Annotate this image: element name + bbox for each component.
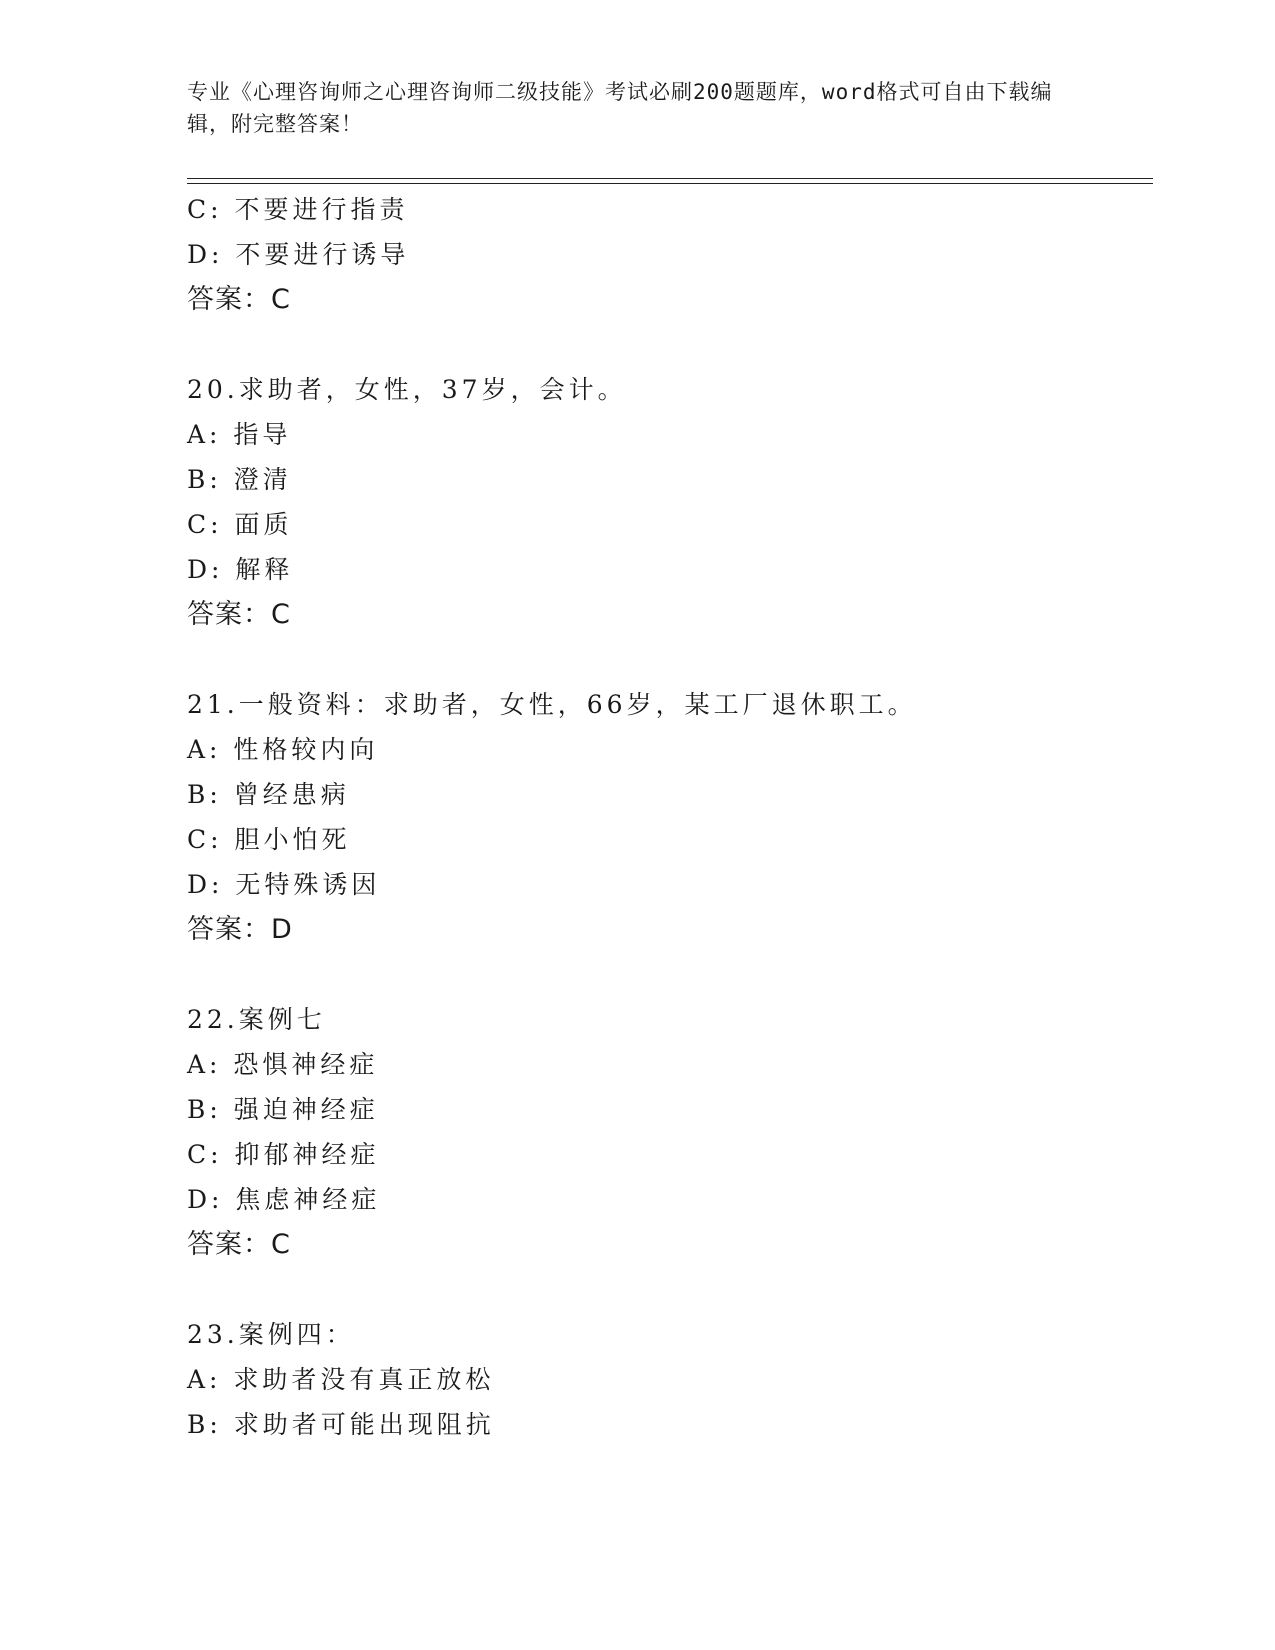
option-line: C: 胆小怕死 [187, 825, 351, 854]
option-line: D: 无特殊诱因 [187, 870, 381, 899]
option-line: A: 指导 [187, 420, 292, 449]
answer-line: 答案：C [187, 599, 291, 630]
option-line: A: 性格较内向 [187, 735, 379, 764]
option-line: B: 澄清 [187, 465, 292, 494]
option-line: D: 解释 [187, 555, 294, 584]
question-line: 20.求助者，女性，37岁，会计。 [187, 375, 627, 404]
answer-line: 答案：D [187, 914, 293, 945]
option-line: A: 求助者没有真正放松 [187, 1365, 495, 1394]
question-line: 21.一般资料：求助者，女性，66岁，某工厂退休职工。 [187, 690, 917, 719]
answer-line: 答案：C [187, 284, 291, 315]
option-line: B: 求助者可能出现阻抗 [187, 1410, 495, 1439]
option-line: B: 强迫神经症 [187, 1095, 379, 1124]
option-line: C: 面质 [187, 510, 293, 539]
option-line: D: 焦虑神经症 [187, 1185, 381, 1214]
option-line: A: 恐惧神经症 [187, 1050, 379, 1079]
question-line: 23.案例四： [187, 1320, 355, 1349]
question-line: 22.案例七 [187, 1005, 326, 1034]
option-line: C: 抑郁神经症 [187, 1140, 380, 1169]
option-line: B: 曾经患病 [187, 780, 350, 809]
option-line: C: 不要进行指责 [187, 195, 409, 224]
answer-line: 答案：C [187, 1229, 291, 1260]
header-rule-bottom [187, 183, 1153, 184]
header-rule-top [187, 178, 1153, 179]
option-line: D: 不要进行诱导 [187, 240, 410, 269]
document-header: 专业《心理咨询师之心理咨询师二级技能》考试必刷200题题库，word格式可自由下载编辑，附完整答案！ [187, 80, 1053, 136]
